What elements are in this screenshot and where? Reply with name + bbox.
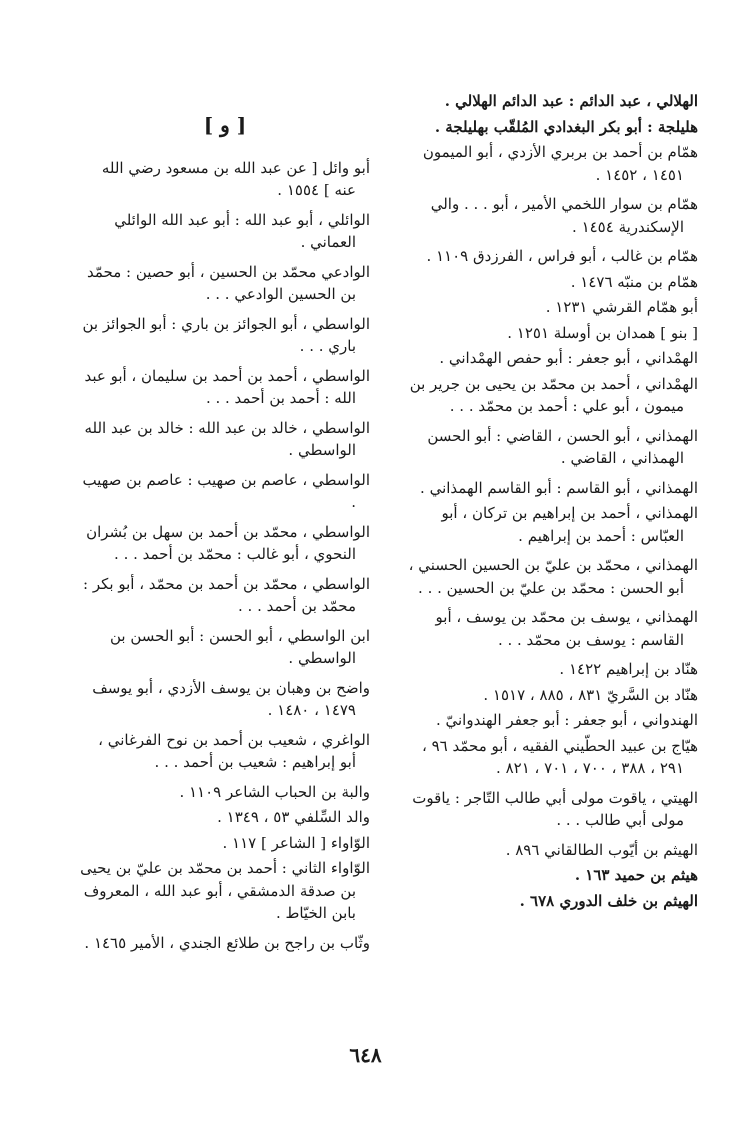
index-entry: الهمذاني ، أحمد بن إبراهيم بن تركان ، أبو العبّاس : أحمد بن إبراهيم . xyxy=(441,504,698,545)
index-entry: وثّاب بن راجح بن طلائع الجندي ، الأمير ١٤٦٥ . xyxy=(84,933,370,952)
left-column xyxy=(80,114,370,957)
index-entry: أبو وائل [ عن عبد الله بن مسعود رضي الله عنه ] ١٥٥٤ . xyxy=(101,158,370,199)
index-entry: أبو همّام القرشي ١٢٣١ . xyxy=(545,298,698,316)
index-entry: والبة بن الحباب الشاعر ١١٠٩ . xyxy=(179,782,370,801)
index-entry: هيثم بن حميد ١٦٣ . xyxy=(574,866,698,884)
index-entry: همّام بن غالب ، أبو فراس ، الفرزدق ١١٠٩ . xyxy=(426,247,698,265)
index-entry: الوّاواء الثاني : أحمد بن محمّد بن عليّ بن يحيى بن صدقة الدمشقي ، أبو عبد الله ، المعروف بابن الخيّاط . xyxy=(80,859,370,922)
index-entry: الهيتي ، ياقوت مولى أبي طالب التّاجر : ياقوت مولى أبي طالب . . . xyxy=(412,788,698,829)
index-entry: الواسطي ، أحمد بن أحمد بن سليمان ، أبو عبد الله : أحمد بن أحمد . . . xyxy=(84,366,370,407)
index-entry: الوّاواء [ الشاعر ] ١١٧ . xyxy=(222,833,370,852)
index-entry: الوادعي محمّد بن الحسين ، أبو حصين : محمّد بن الحسين الوادعي . . . xyxy=(86,262,370,303)
index-entry: هيّاج بن عبيد الحطّيني الفقيه ، أبو محمّد ٩٦ ، ٢٩١ ، ٣٨٨ ، ٧٠٠ ، ٧٠١ ، ٨٢١ . xyxy=(422,736,698,777)
index-entry: هنّاد بن السَّريّ ٨٣١ ، ٨٨٥ ، ١٥١٧ . xyxy=(483,685,698,704)
page-number: ٦٤٨ xyxy=(349,1043,382,1067)
index-entry: همّام بن أحمد بن بربري الأزدي ، أبو الميمون ١٤٥١ ، ١٤٥٢ . xyxy=(422,143,698,184)
index-entry: الهيثم بن أيّوب الطالقاني ٨٩٦ . xyxy=(505,840,698,859)
index-entry: هليلجة : أبو بكر البغدادي المُلقّب بهليلجة . xyxy=(434,117,698,136)
index-entry: الهلالي ، عبد الدائم : عبد الدائم الهلالي . xyxy=(444,92,698,110)
right-column xyxy=(408,90,698,915)
section-heading: [ و ] xyxy=(203,113,247,137)
index-entry: الواسطي ، خالد بن عبد الله : خالد بن عبد الله الواسطي . xyxy=(84,418,370,459)
index-entry: الواسطي ، محمّد بن أحمد بن محمّد ، أبو بكر : محمّد بن أحمد . . . xyxy=(83,574,370,615)
index-entry: الواسطي ، أبو الجوائز بن باري : أبو الجوائز بن باري . . . xyxy=(82,314,370,355)
index-entry: همّام بن منبّه ١٤٧٦ . xyxy=(570,272,698,291)
index-entry: الوائلي ، أبو عبد الله : أبو عبد الله الوائلي العماني . xyxy=(114,210,370,251)
index-entry: الواسطي ، محمّد بن أحمد بن سهل بن بُشران النحوي ، أبو غالب : محمّد بن أحمد . . . xyxy=(86,522,370,563)
index-entry: ابن الواسطي ، أبو الحسن : أبو الحسن بن الواسطي . xyxy=(109,626,370,667)
index-entry: همّام بن سوار اللخمي الأمير ، أبو . . . والي الإسكندرية ١٤٥٤ . xyxy=(430,195,698,236)
index-entry: الهندواني ، أبو جعفر : أبو جعفر الهندوانيّ . xyxy=(435,711,698,729)
index-entry: الهمذاني ، يوسف بن محمّد بن يوسف ، أبو القاسم : يوسف بن محمّد . . . xyxy=(435,608,698,649)
index-entry: واضح بن وهبان بن يوسف الأزدي ، أبو يوسف ١٤٧٩ ، ١٤٨٠ . xyxy=(92,678,370,719)
index-entry: الهمْداني ، أبو جعفر : أبو حفص الهمْداني . xyxy=(439,349,698,367)
index-entry: والد السِّلفي ٥٣ ، ١٣٤٩ . xyxy=(217,808,370,826)
index-entry: الهمْداني ، أحمد بن محمّد بن يحيى بن جرير بن ميمون ، أبو علي : أحمد بن محمّد . . . xyxy=(409,374,698,415)
index-entry: الواسطي ، عاصم بن صهيب : عاصم بن صهيب . xyxy=(82,470,370,511)
index-entry: الهيثم بن خلف الدوري ٦٧٨ . xyxy=(519,891,698,910)
index-entry: هنّاد بن إبراهيم ١٤٢٢ . xyxy=(559,660,698,678)
index-entry: الهمذاني ، محمّد بن عليّ بن الحسين الحسني ، أبو الحسن : محمّد بن عليّ بن الحسين . . . xyxy=(408,556,698,597)
index-entry: الهمذاني ، أبو القاسم : أبو القاسم الهمذاني . xyxy=(420,478,698,497)
index-entry: الواغري ، شعيب بن أحمد بن نوح الفرغاني ، أبو إبراهيم : شعيب بن أحمد . . . xyxy=(98,730,370,771)
index-entry: الهمذاني ، أبو الحسن ، القاضي : أبو الحسن الهمذاني ، القاضي . xyxy=(427,426,698,467)
index-entry: [ بنو ] همدان بن أوسلة ١٢٥١ . xyxy=(507,323,698,342)
